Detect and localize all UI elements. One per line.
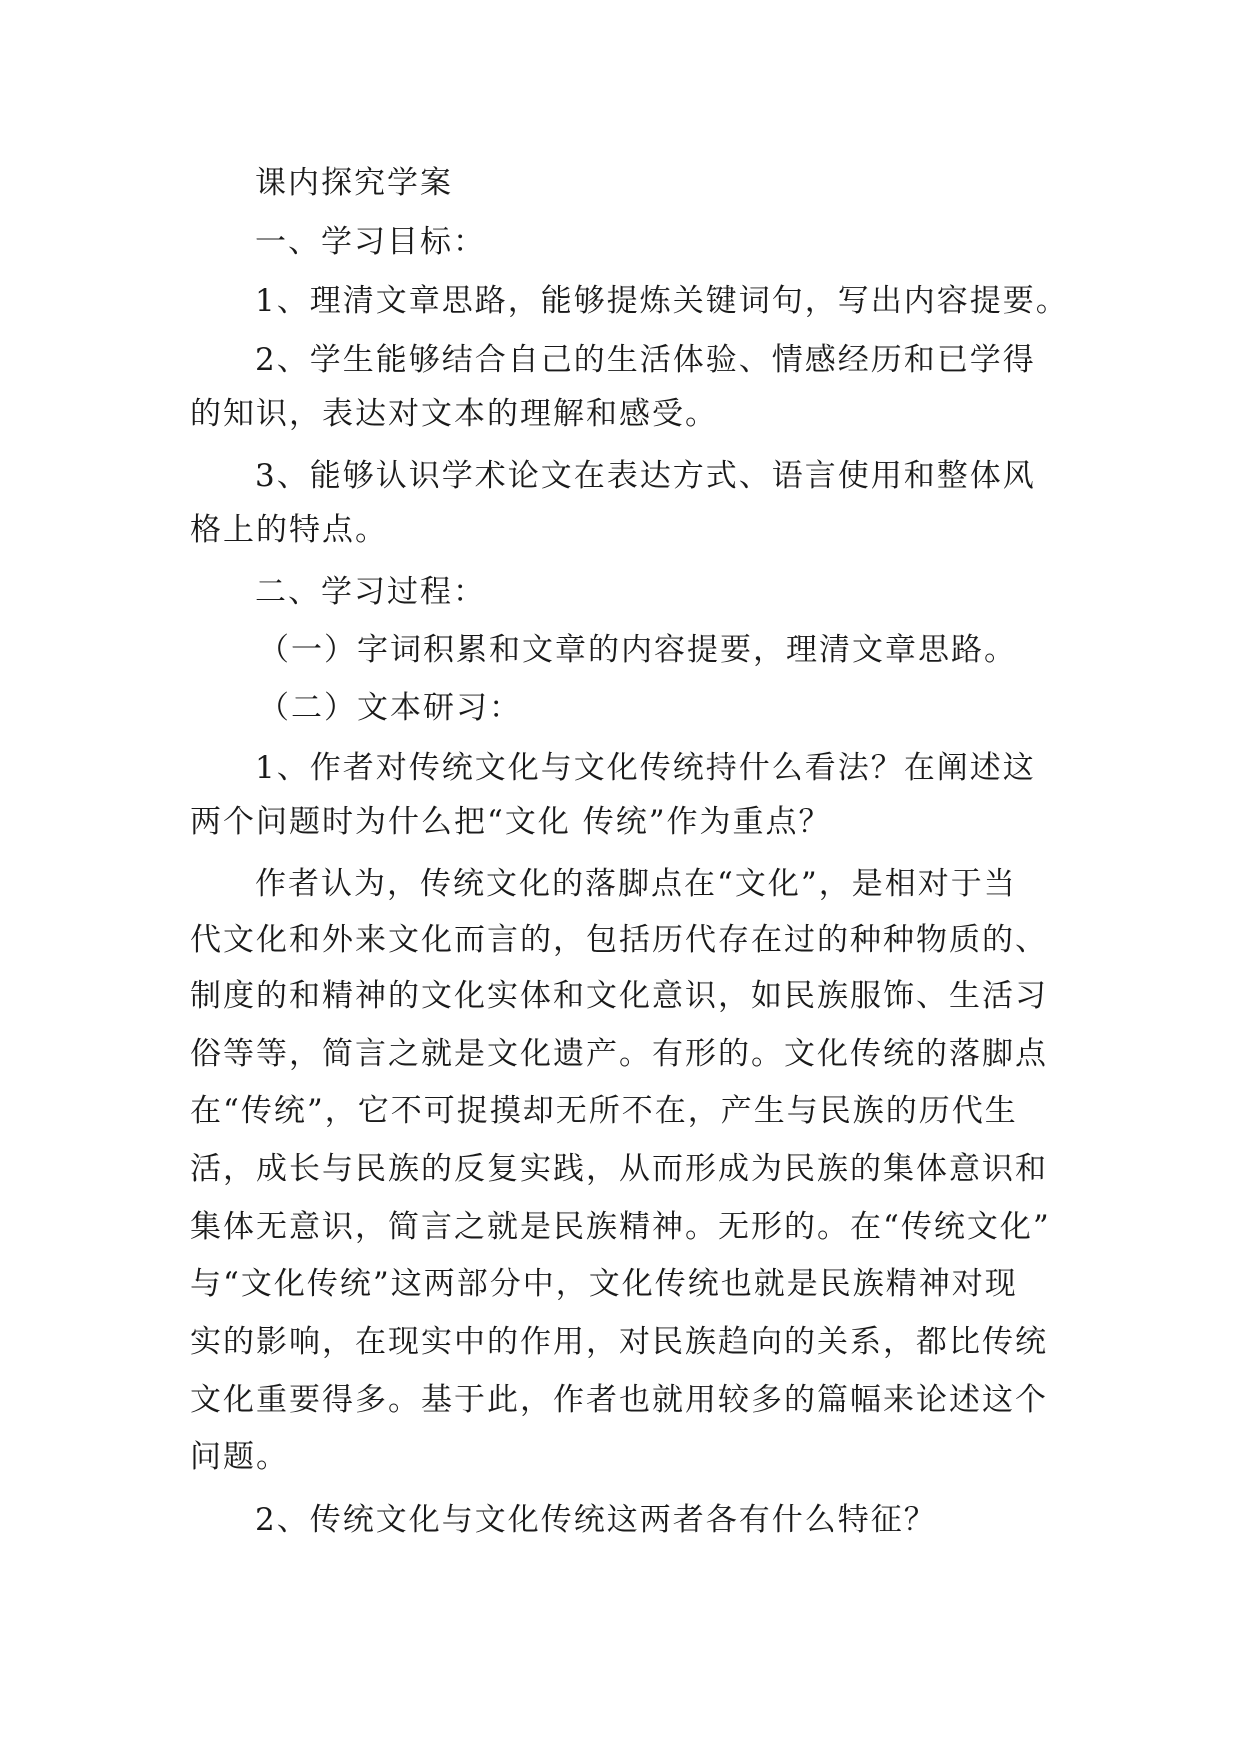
question-1-line-2: 两个问题时为什么把“文化 传统”作为重点？ bbox=[190, 804, 832, 840]
section-heading-goals: 一、学习目标： bbox=[255, 224, 486, 260]
section-heading-process: 二、学习过程： bbox=[255, 574, 486, 610]
goal-item-3-line-1: 3、能够认识学术论文在表达方式、语言使用和整体风 bbox=[255, 458, 1036, 494]
answer-1-line-8: 与“文化传统”这两部分中，文化传统也就是民族精神对现 bbox=[190, 1266, 1018, 1302]
process-step-2: （二）文本研习： bbox=[258, 690, 522, 726]
document-title: 课内探究学案 bbox=[255, 165, 453, 201]
answer-1-line-5: 在“传统”，它不可捉摸却无所不在，产生与民族的历代生 bbox=[190, 1093, 1018, 1129]
question-1-line-1: 1、作者对传统文化与文化传统持什么看法？在阐述这 bbox=[255, 750, 1036, 786]
process-step-1: （一）字词积累和文章的内容提要，理清文章思路。 bbox=[258, 632, 1017, 668]
answer-1-line-10: 文化重要得多。基于此，作者也就用较多的篇幅来论述这个 bbox=[190, 1382, 1048, 1418]
answer-1-line-9: 实的影响，在现实中的作用，对民族趋向的关系，都比传统 bbox=[190, 1324, 1048, 1360]
answer-1-line-6: 活，成长与民族的反复实践，从而形成为民族的集体意识和 bbox=[190, 1151, 1048, 1187]
goal-item-2-line-1: 2、学生能够结合自己的生活体验、情感经历和已学得 bbox=[255, 342, 1036, 378]
goal-item-3-line-2: 格上的特点。 bbox=[190, 512, 388, 548]
answer-1-line-3: 制度的和精神的文化实体和文化意识，如民族服饰、生活习 bbox=[190, 978, 1048, 1014]
answer-1-line-4: 俗等等，简言之就是文化遗产。有形的。文化传统的落脚点 bbox=[190, 1036, 1048, 1072]
goal-item-2-line-2: 的知识，表达对文本的理解和感受。 bbox=[190, 396, 718, 432]
question-2: 2、传统文化与文化传统这两者各有什么特征？ bbox=[255, 1502, 937, 1538]
goal-item-1: 1、理清文章思路，能够提炼关键词句，写出内容提要。 bbox=[255, 283, 1069, 319]
answer-1-line-1: 作者认为，传统文化的落脚点在“文化”，是相对于当 bbox=[255, 866, 1017, 902]
answer-1-line-7: 集体无意识，简言之就是民族精神。无形的。在“传统文化” bbox=[190, 1209, 1051, 1245]
answer-1-line-11: 问题。 bbox=[190, 1439, 289, 1475]
answer-1-line-2: 代文化和外来文化而言的，包括历代存在过的种种物质的、 bbox=[190, 922, 1048, 958]
